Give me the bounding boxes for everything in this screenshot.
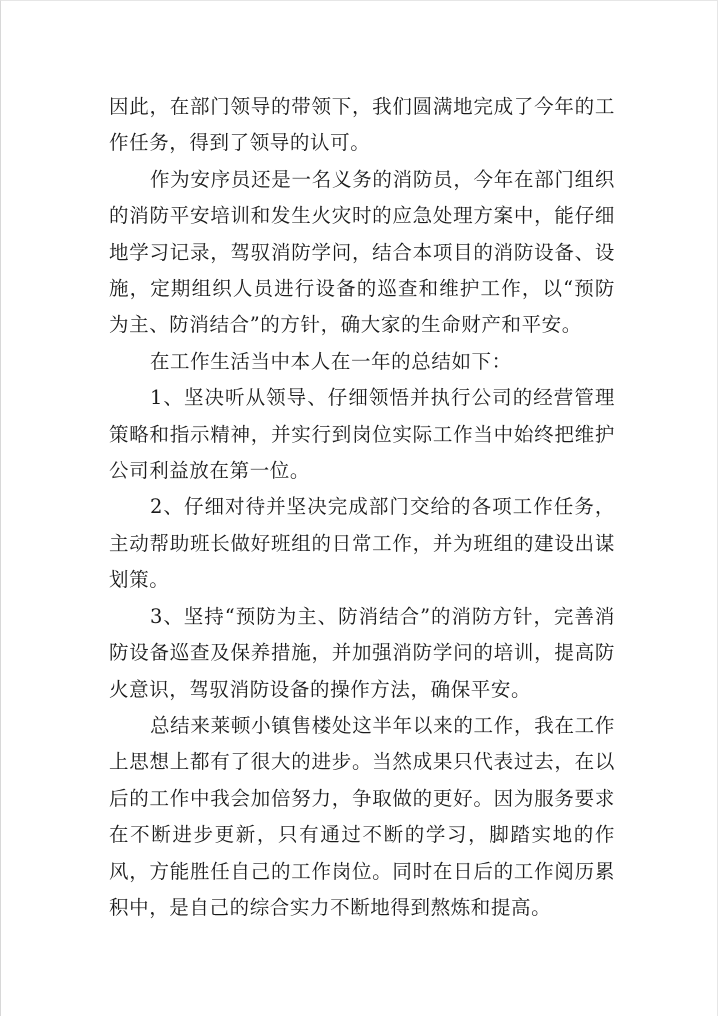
- paragraph-3: 在工作生活当中本人在一年的总结如下：: [149, 349, 512, 373]
- paragraph-2: 作为安序员还是一名义务的消防员，今年在部门组织的消防平安培训和发生火灾时的应急处理方案中，能仔细地学习记录，驾驭消防学问，结合本项目的消防设备、设施，定期组织人员进行设备的巡查和维护工作，以“预防为主、防消结合”的方针，确大家的生命财产和平安。: [109, 167, 615, 337]
- document-body: [109, 89, 615, 926]
- paragraph-1: 因此，在部门领导的带领下，我们圆满地完成了今年的工作任务，得到了领导的认可。: [109, 95, 615, 155]
- paragraph-5: 2、仔细对待并坚决完成部门交给的各项工作任务，主动帮助班长做好班组的日常工作，并为班组的建设出谋划策。: [109, 495, 615, 592]
- paragraph-6: 3、坚持“预防为主、防消结合”的消防方针，完善消防设备巡查及保养措施，并加强消防学问的培训，提高防火意识，驾驭消防设备的操作方法，确保平安。: [109, 604, 615, 701]
- paragraph-7: 总结来莱顿小镇售楼处这半年以来的工作，我在工作上思想上都有了很大的进步。当然成果只代表过去，在以后的工作中我会加倍努力，争取做的更好。因为服务要求在不断进步更新，只有通过不断的学习，脚踏实地的作风，方能胜任自己的工作岗位。同时在日后的工作阅历累积中，是自己的综合实力不断地得到熬炼和提高。: [109, 713, 615, 919]
- paragraph-4: 1、坚决听从领导、仔细领悟并执行公司的经营管理策略和指示精神，并实行到岗位实际工作当中始终把维护公司利益放在第一位。: [109, 386, 615, 483]
